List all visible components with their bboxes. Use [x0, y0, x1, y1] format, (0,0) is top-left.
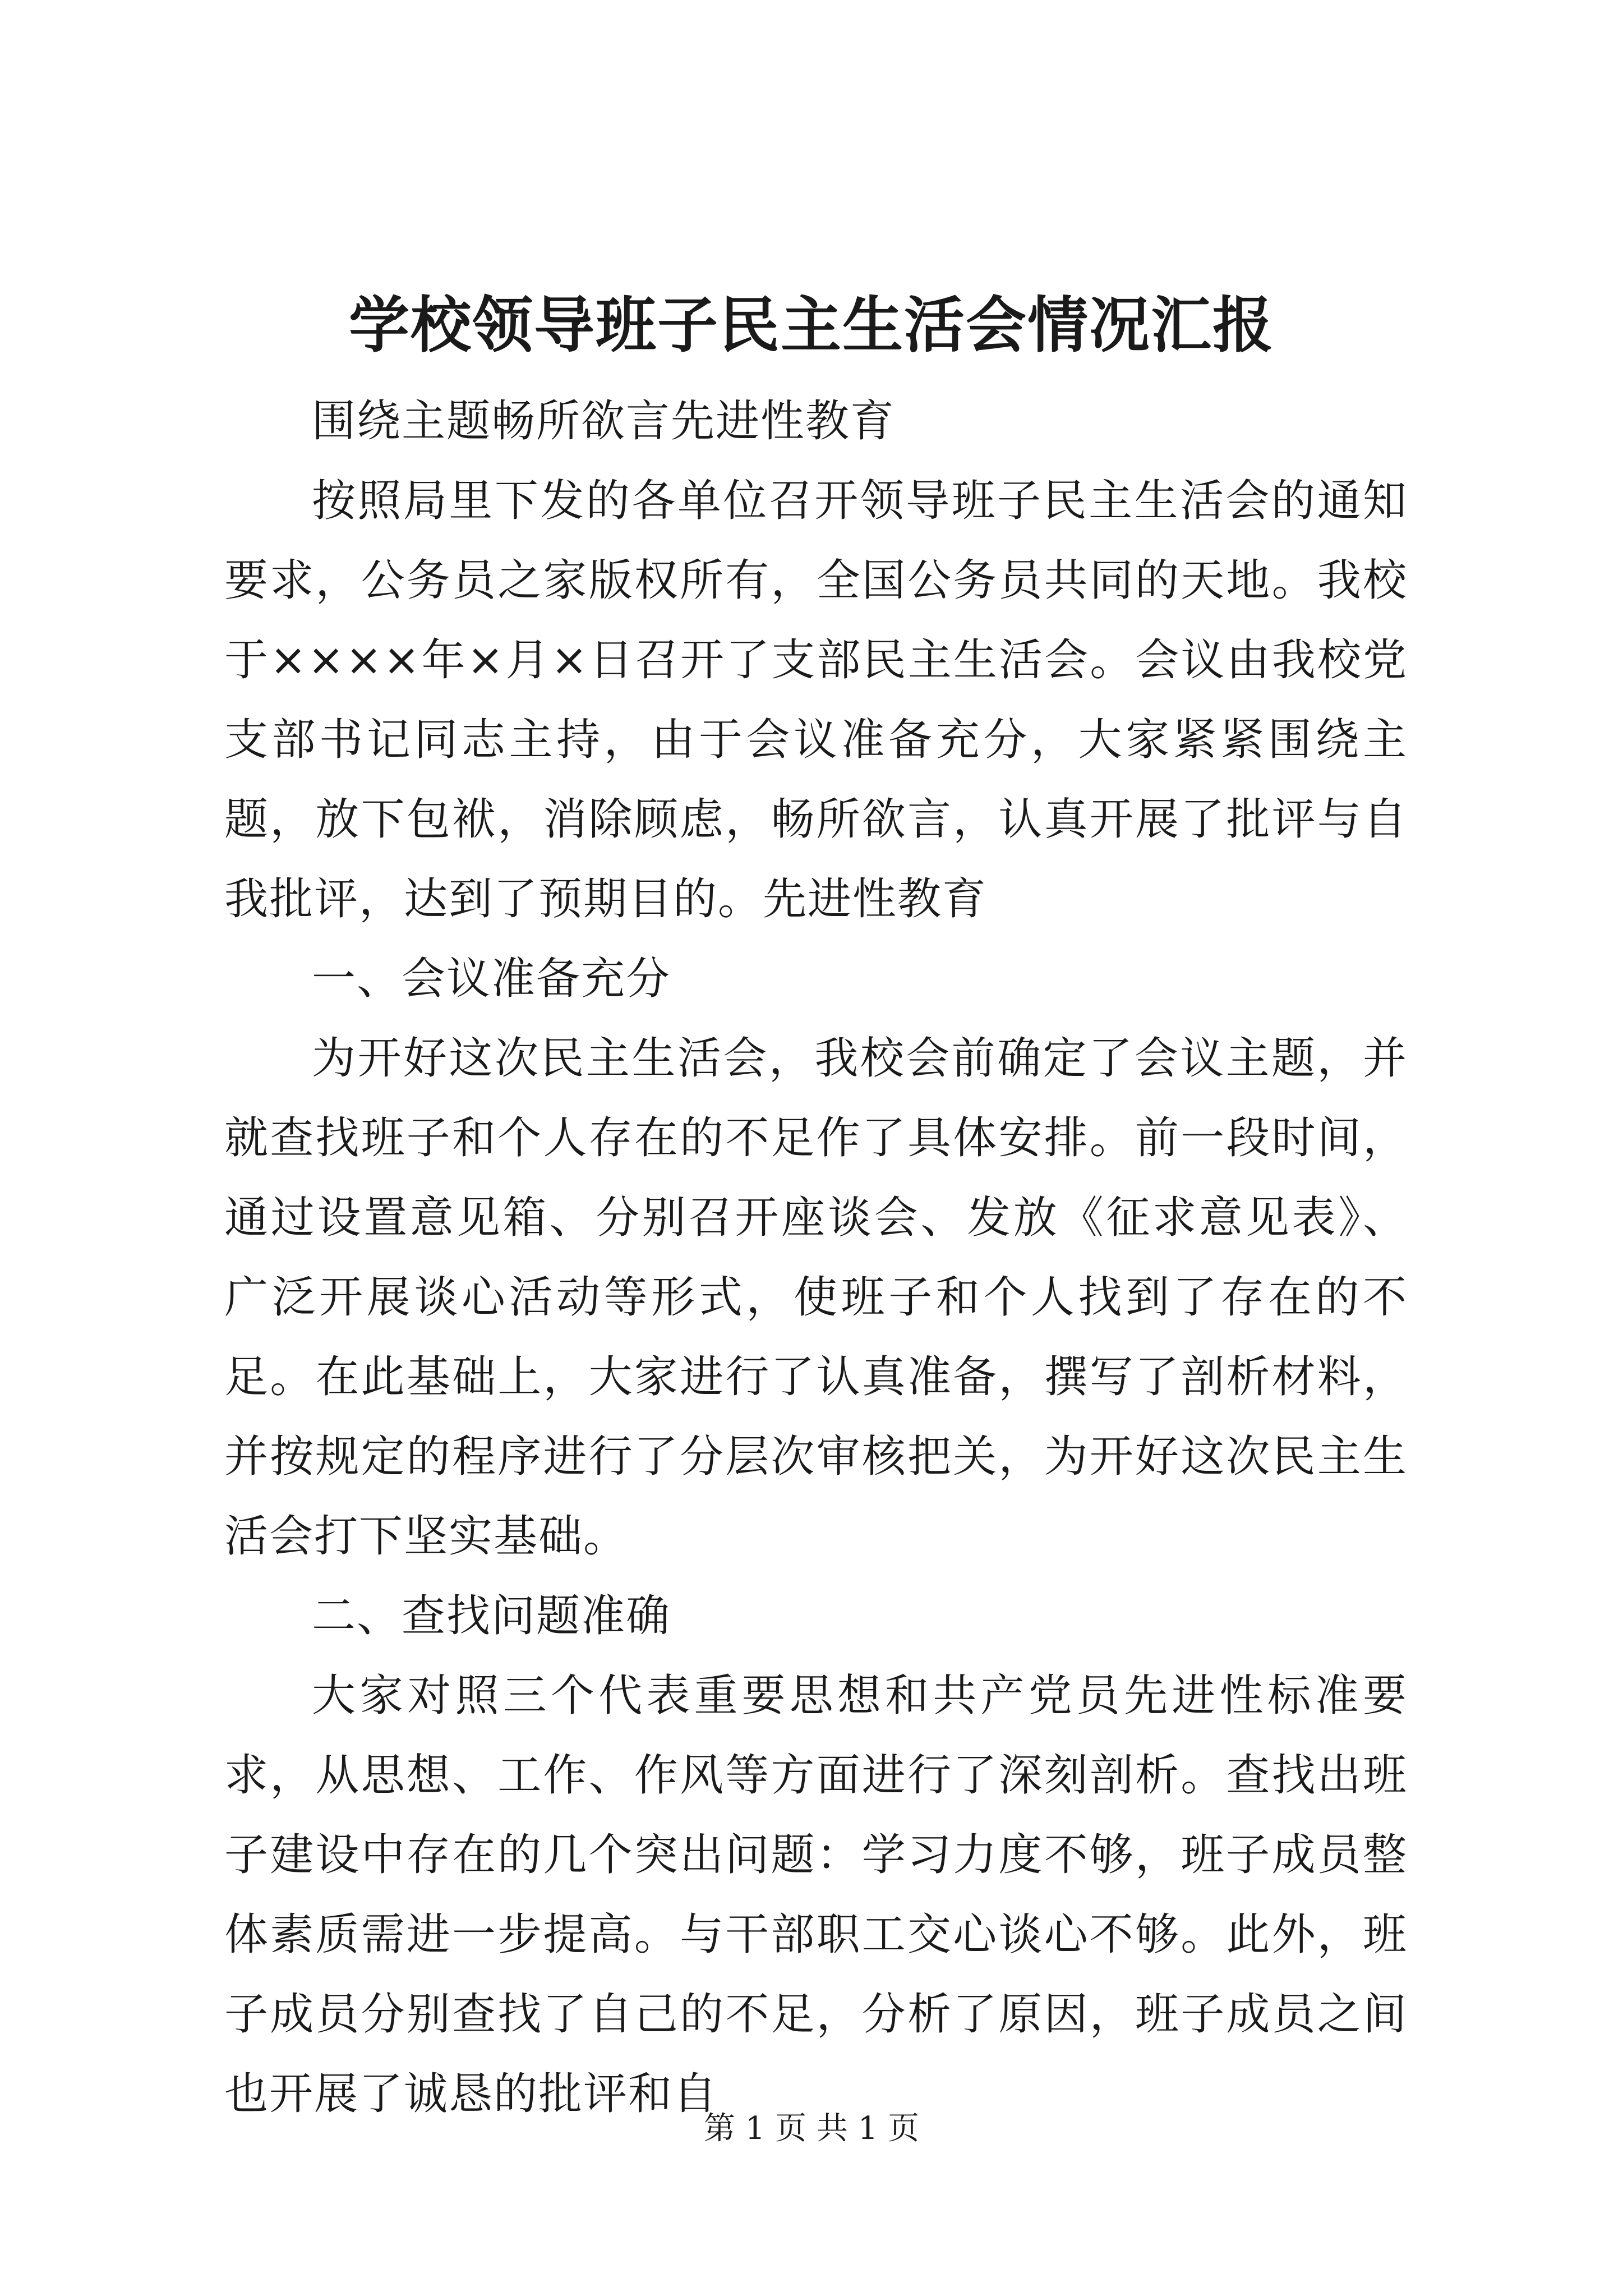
section-heading-1: 一、会议准备充分 — [312, 954, 671, 1004]
paragraph-section-2: 大家对照三个代表重要思想和共产党员先进性标准要求，从思想、工作、作风等方面进行了深刻剖析。查找出班子建设中存在的几个突出问题：学习力度不够，班子成员整体素质需进一步提高。与干部职工交心谈心不够。此外，班子成员分别查找了自己的不足，分析了原因，班子成员之间也开展了诚恳的批评和自 — [224, 1671, 1408, 2119]
section-heading-2: 二、查找问题准确 — [312, 1591, 671, 1641]
document-title: 学校领导班子民主生活会情况汇报 — [348, 290, 1274, 361]
paragraph-intro: 按照局里下发的各单位召开领导班子民主生活会的通知要求，公务员之家版权所有，全国公务员共同的天地。我校于××××年×月×日召开了支部民主生活会。会议由我校党支部书记同志主持，由于会议准备充分，大家紧紧围绕主题，放下包袱，消除顾虑，畅所欲言，认真开展了批评与自我批评，达到了预期目的。先进性教育 — [224, 476, 1408, 924]
paragraph-section-1: 为开好这次民主生活会，我校会前确定了会议主题，并就查找班子和个人存在的不足作了具体安排。前一段时间，通过设置意见箱、分别召开座谈会、发放《征求意见表》、广泛开展谈心活动等形式，使班子和个人找到了存在的不足。在此基础上，大家进行了认真准备，撰写了剖析材料，并按规定的程序进行了分层次审核把关，为开好这次民主生活会打下坚实基础。 — [224, 1033, 1408, 1562]
document-body — [224, 381, 1408, 2134]
paragraph-subtitle: 围绕主题畅所欲言先进性教育 — [312, 396, 896, 447]
page-footer: 第 1 页 共 1 页 — [703, 2110, 920, 2147]
